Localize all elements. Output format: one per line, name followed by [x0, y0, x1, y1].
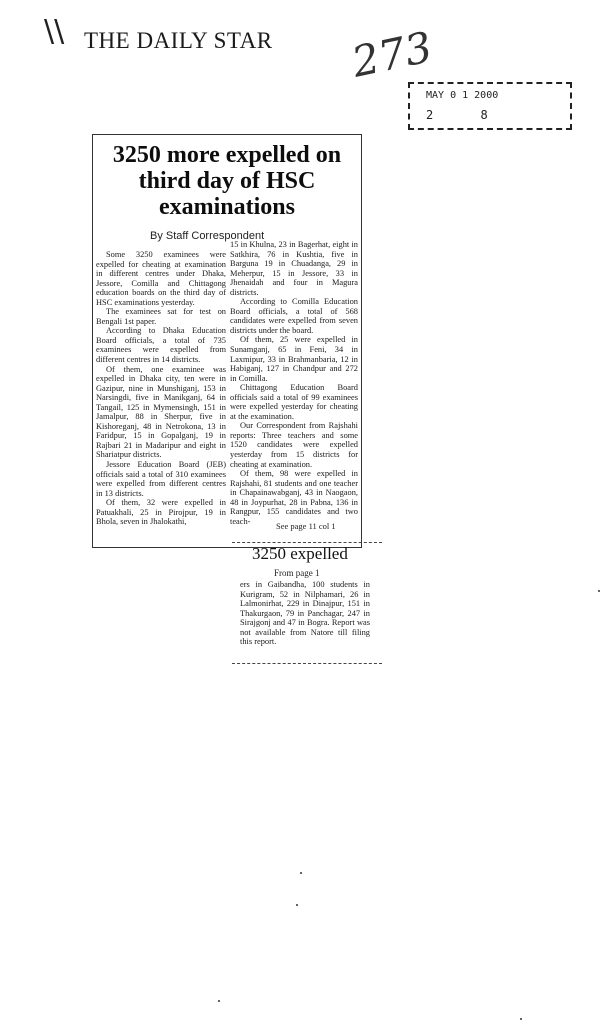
- scan-speck: [598, 590, 600, 592]
- paragraph: Jessore Education Board (JEB) officials said a total of 310 examinees were expelled from different centres in 13 districts.: [96, 460, 226, 498]
- newspaper-masthead: THE DAILY STAR: [84, 28, 273, 53]
- paragraph: Our Correspondent from Rajshahi reports: Three teachers and some 1520 candidates were expelled yesterday from 15 districts for cheating at examination.: [230, 421, 358, 469]
- paragraph: Chittagong Education Board officials said a total of 99 examinees were expelled yesterday for cheating at the examination.: [230, 383, 358, 421]
- stamp-date: MAY 0 1 2000: [426, 90, 499, 101]
- stamp-line-2-number: 2: [426, 108, 434, 122]
- article-headline: 3250 more expelled on third day of HSC examinations: [112, 142, 342, 220]
- article-column-2: [230, 240, 358, 526]
- handwritten-mark: \\: [44, 14, 65, 49]
- article-column-1: [96, 250, 226, 527]
- handwritten-page-number: 273: [347, 22, 437, 87]
- paragraph: Of them, 98 were expelled in Rajshahi, 81 students and one teacher in Chapainawabganj, 43 in Naogaon, 48 in Joypurhat, 28 in Pabna, 136 in Rangpur, 155 candidates and two teach-: [230, 469, 358, 526]
- paragraph: According to Dhaka Education Board officials, a total of 735 examinees were expelled from different centres in 14 districts.: [96, 326, 226, 365]
- paragraph: Of them, 25 were expelled in Sunamganj, 65 in Feni, 34 in Laxmipur, 33 in Brahmanbaria, 12 in Habiganj, 127 in Chandpur and 272 in Comilla.: [230, 335, 358, 383]
- stamp-line-2-suffix: 8: [480, 108, 488, 122]
- scan-speck: [300, 872, 302, 874]
- continuation-text: [240, 580, 370, 647]
- scan-speck: [218, 1000, 220, 1002]
- stamp-line-2: [426, 108, 488, 122]
- date-stamp: [408, 82, 572, 130]
- article-byline: By Staff Correspondent: [150, 230, 265, 242]
- see-page-reference: See page 11 col 1: [276, 521, 336, 531]
- continuation-title: 3250 expelled: [252, 544, 348, 563]
- paragraph: Some 3250 examinees were expelled for cheating at examination in different centres under Dhaka, Jessore, Comilla and Chittagong education boards on the third day of HSC examinations yesterday.: [96, 250, 226, 307]
- paragraph: The examinees sat for test on Bengali 1st paper.: [96, 307, 226, 326]
- paragraph: Of them, 32 were expelled in Patuakhali, 25 in Pirojpur, 19 in Bhola, seven in Jhalokathi,: [96, 498, 226, 527]
- paragraph: 15 in Khulna, 23 in Bagerhat, eight in Satkhira, 76 in Kushtia, five in Barguna 19 in Chuadanga, 29 in Meherpur, 15 in Jessore, 33 in Jhenaidah and four in Magura districts.: [230, 240, 358, 297]
- from-page-reference: From page 1: [274, 568, 320, 578]
- paragraph: ers in Gaibandha, 100 students in Kurigram, 52 in Nilphamari, 26 in Lalmonirhat, 229 in Dinajpur, 151 in Thakurgaon, 79 in Panchagar, 247 in Sirajgonj and 47 in Bogra. Report was not available from Natore till filing this report.: [240, 580, 370, 647]
- paragraph: According to Comilla Education Board officials, a total of 568 candidates were expelled from seven districts under the board.: [230, 297, 358, 335]
- scan-speck: [296, 904, 298, 906]
- paragraph: Of them, one examinee was expelled in Dhaka city, ten were in Gazipur, nine in Munshiganj, 153 in Narsingdi, five in Manikganj, 64 in Tangail, 125 in Mymensingh, 151 in Jamalpur, 88 in Sherpur, five in Kishoreganj, 48 in Netrokona, 13 in Faridpur, 15 in Gopalganj, 19 in Rajbari 21 in Madaripur and eight in Shariatpur districts.: [96, 364, 226, 460]
- scan-speck: [520, 1018, 522, 1020]
